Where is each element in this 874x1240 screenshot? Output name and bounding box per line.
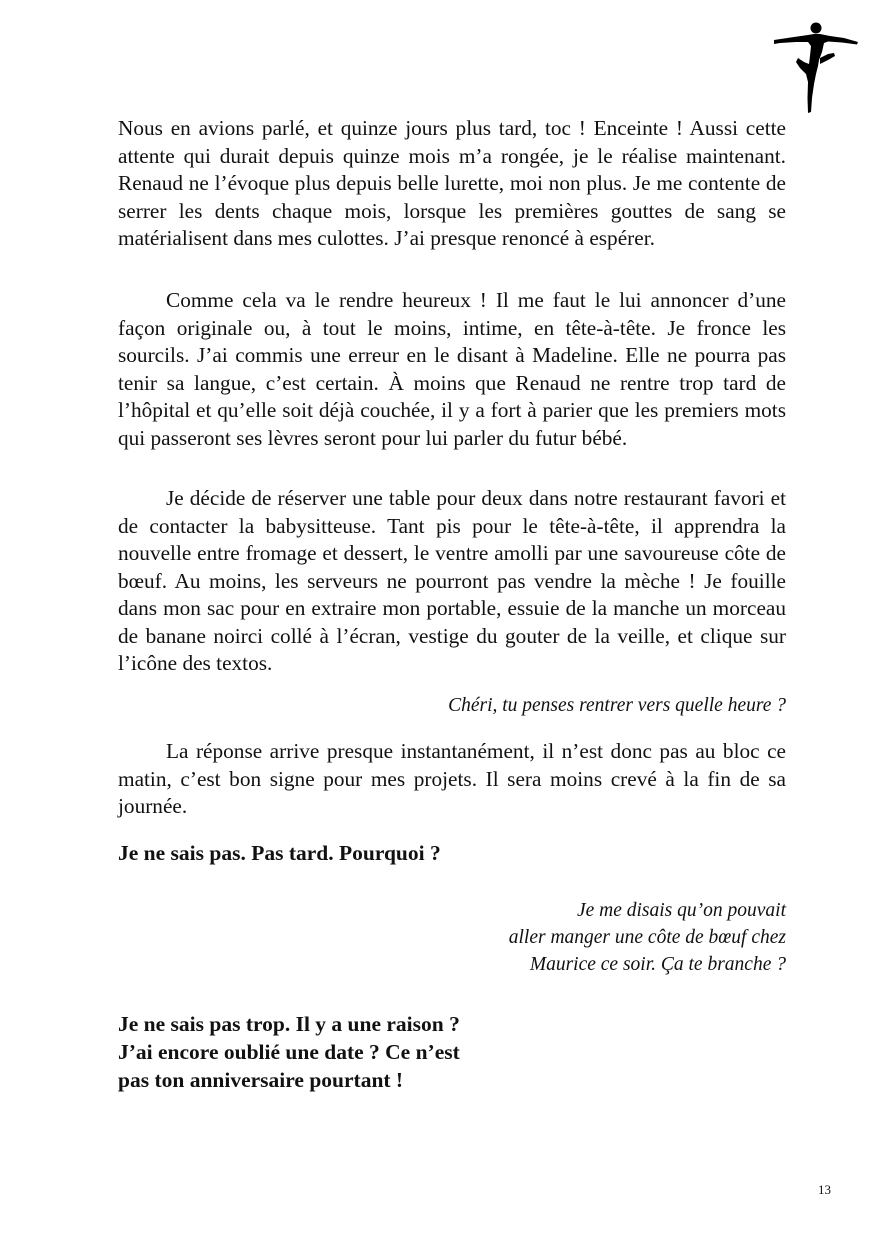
sent-text-message [466, 897, 786, 978]
message-line: J’ai encore oublié une date ? Ce n’est [118, 1040, 460, 1064]
paragraph: La réponse arrive presque instantanément, il n’est donc pas au bloc ce matin, c’est bon signe pour mes projets. Il sera moins crevé à la fin de sa journée. [118, 739, 786, 818]
received-text-message [118, 1010, 518, 1094]
dancer-silhouette-icon [772, 18, 860, 116]
message-line: aller manger une côte de bœuf chez [508, 927, 786, 948]
paragraph: Je décide de réserver une table pour deux dans notre restaurant favori et de contacter la babysitteuse. Tant pis pour le tête-à-tête, il apprendra la nouvelle entre fromage et dessert, le ventre amolli par une savoureuse côte de bœuf. Au moins, les serveurs ne pourront pas vendre la mèche ! Je fouille dans mon sac pour en extraire mon portable, essuie de la manche un morceau de banane noirci collé à l’écran, vestige du gouter de la veille, et clique sur l’icône des textos. [118, 486, 786, 675]
message-line: Je me disais qu’on pouvait [576, 900, 786, 921]
received-text-message: Je ne sais pas. Pas tard. Pourquoi ? [118, 841, 441, 865]
message-line: Maurice ce soir. Ça te branche ? [529, 954, 786, 975]
page-number: 13 [818, 1182, 831, 1197]
paragraph: Comme cela va le rendre heureux ! Il me faut le lui annoncer d’une façon originale ou, à tout le moins, intime, en tête-à-tête. Je fronce les sourcils. J’ai commis une erreur en le disant à Madeline. Elle ne pourra pas tenir sa langue, c’est certain. À moins que Renaud ne rentre trop tard de l’hôpital et qu’elle soit déjà couchée, il y a fort à parier que les premiers mots qui passeront ses lèvres seront pour lui parler du futur bébé. [118, 288, 786, 450]
paragraph: Nous en avions parlé, et quinze jours plus tard, toc ! Enceinte ! Aussi cette attente qui durait depuis quinze mois m’a rongée, je le réalise maintenant. Renaud ne l’évoque plus depuis belle lurette, moi non plus. Je me contente de serrer les dents chaque mois, lorsque les premières gouttes de sang se matérialisent dans mes culottes. J’ai presque renoncé à espérer. [118, 116, 786, 250]
sent-text-message: Chéri, tu penses rentrer vers quelle heure ? [448, 695, 786, 716]
message-line: pas ton anniversaire pourtant ! [118, 1068, 404, 1092]
message-line: Je ne sais pas trop. Il y a une raison ? [118, 1012, 460, 1036]
